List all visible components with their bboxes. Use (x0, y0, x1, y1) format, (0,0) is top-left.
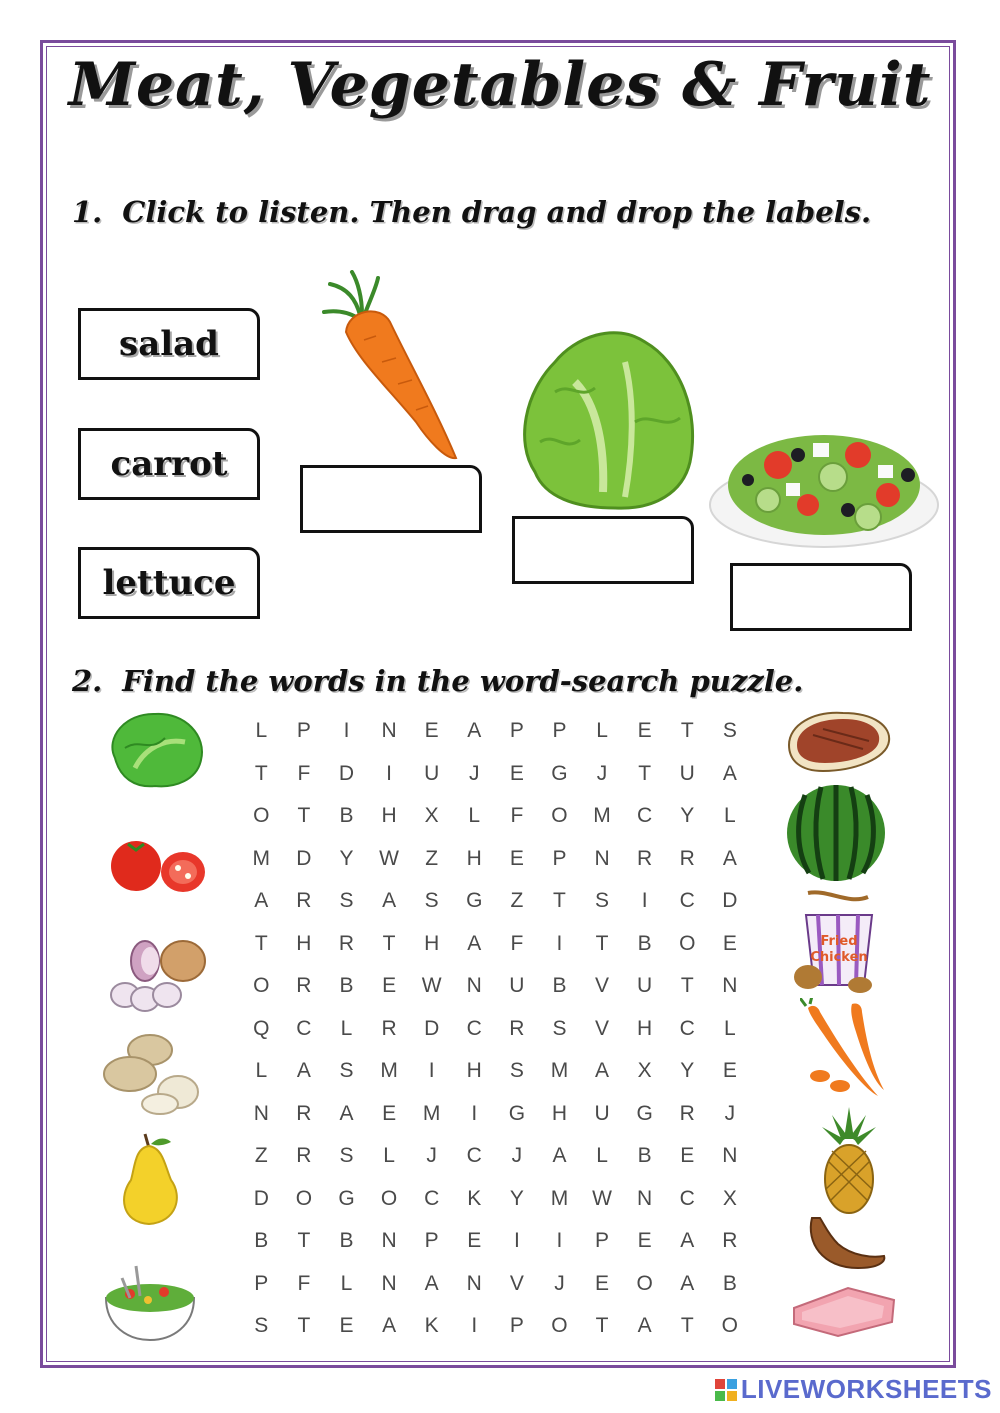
grid-letter[interactable]: S (722, 719, 737, 743)
grid-letter[interactable]: J (724, 1101, 736, 1125)
grid-letter[interactable]: B (552, 974, 567, 998)
grid-row (240, 880, 751, 923)
grid-letter[interactable]: J (554, 1271, 565, 1295)
grid-letter[interactable]: J (426, 1144, 437, 1168)
watermelon-icon (785, 783, 887, 883)
grid-letter[interactable]: M (422, 1101, 441, 1125)
grid-letter[interactable]: P (552, 719, 567, 743)
sausage-icon (802, 1212, 890, 1274)
grid-letter[interactable]: S (509, 1059, 524, 1083)
grid-letter[interactable]: D (296, 846, 312, 870)
grid-row (240, 1178, 751, 1221)
grid-letter[interactable]: Z (425, 846, 439, 870)
grid-letter[interactable]: A (637, 1314, 652, 1338)
grid-letter[interactable]: H (381, 804, 397, 828)
grid-letter[interactable]: L (255, 1059, 268, 1083)
grid-letter[interactable]: T (254, 761, 268, 785)
grid-letter[interactable]: C (296, 1016, 312, 1040)
grid-letter[interactable]: M (380, 1059, 398, 1083)
grid-letter[interactable]: R (296, 1101, 312, 1125)
grid-letter[interactable]: Y (339, 846, 354, 870)
grid-letter[interactable]: U (637, 974, 653, 998)
grid-row (240, 1220, 751, 1263)
grid-letter[interactable]: D (253, 1186, 269, 1210)
grid-letter[interactable]: I (556, 1229, 563, 1253)
drop-box-lettuce[interactable] (512, 516, 694, 584)
grid-letter[interactable]: V (595, 974, 610, 998)
grid-letter[interactable]: Y (680, 804, 695, 828)
grid-letter[interactable]: X (424, 804, 439, 828)
grid-letter[interactable]: H (424, 931, 440, 955)
grid-letter[interactable]: E (722, 931, 737, 955)
grid-letter[interactable]: R (679, 846, 695, 870)
grid-letter[interactable]: U (424, 761, 440, 785)
grid-row (240, 1263, 751, 1306)
grid-row (240, 1008, 751, 1051)
grid-letter[interactable]: O (295, 1186, 313, 1210)
grid-letter[interactable]: T (382, 931, 396, 955)
grid-letter[interactable]: L (723, 1016, 736, 1040)
grid-letter[interactable]: E (509, 761, 524, 785)
grid-letter[interactable]: E (637, 1229, 652, 1253)
grid-row (240, 838, 751, 881)
liveworksheets-watermark (715, 1374, 992, 1405)
onion-icon (105, 935, 210, 1015)
grid-letter[interactable]: M (550, 1186, 569, 1210)
grid-letter[interactable]: R (679, 1101, 695, 1125)
grid-letter[interactable]: F (510, 804, 524, 828)
salad-bowl-icon (100, 1258, 200, 1343)
grid-letter[interactable]: N (466, 1271, 482, 1295)
grid-letter[interactable]: C (424, 1186, 440, 1210)
grid-letter[interactable]: W (379, 846, 399, 870)
lettuce-icon (105, 708, 210, 790)
grid-letter[interactable]: L (468, 804, 481, 828)
grid-letter[interactable]: N (466, 974, 482, 998)
grid-letter[interactable]: G (338, 1186, 355, 1210)
grid-letter[interactable]: M (252, 846, 271, 870)
grid-row (240, 1050, 751, 1093)
grid-letter[interactable]: W (592, 1186, 612, 1210)
grid-letter[interactable]: C (679, 889, 695, 913)
grid-letter[interactable]: R (509, 1016, 525, 1040)
grid-row (240, 1135, 751, 1178)
grid-letter[interactable]: I (386, 761, 392, 785)
grid-letter[interactable]: I (513, 1229, 520, 1253)
grid-letter[interactable]: T (553, 889, 566, 913)
grid-letter[interactable]: W (421, 974, 442, 998)
grid-letter[interactable]: E (424, 719, 439, 743)
grid-letter[interactable]: T (297, 1229, 311, 1253)
grid-letter[interactable]: T (254, 931, 268, 955)
watermark-text: LIVEWORKSHEETS (740, 1374, 992, 1404)
grid-letter[interactable]: A (722, 761, 737, 785)
grid-letter[interactable]: N (381, 1271, 397, 1295)
grid-letter[interactable]: A (467, 931, 482, 955)
grid-letter[interactable]: A (339, 1101, 354, 1125)
pear-icon (115, 1130, 187, 1228)
grid-letter[interactable]: Q (253, 1016, 270, 1040)
grid-letter[interactable]: E (509, 846, 524, 870)
grid-row (240, 1305, 751, 1348)
grid-letter[interactable]: C (466, 1016, 482, 1040)
grid-letter[interactable]: L (596, 719, 608, 743)
grid-letter[interactable]: P (595, 1229, 610, 1253)
grid-letter[interactable]: T (297, 804, 311, 828)
grid-letter[interactable]: J (469, 761, 480, 785)
grid-letter[interactable]: R (296, 1144, 312, 1168)
grid-letter[interactable]: U (594, 1101, 610, 1125)
grid-letter[interactable]: T (680, 719, 694, 743)
grid-letter[interactable]: G (636, 1101, 653, 1125)
grid-letter[interactable]: C (679, 1186, 695, 1210)
salad-picture[interactable] (708, 405, 940, 555)
grid-letter[interactable]: H (637, 1016, 653, 1040)
grid-letter[interactable]: E (637, 719, 652, 743)
grid-letter[interactable]: A (382, 889, 397, 913)
grid-letter[interactable]: P (552, 846, 567, 870)
grid-letter[interactable]: A (467, 719, 482, 743)
grid-letter[interactable]: I (471, 1101, 478, 1125)
grid-letter[interactable]: L (255, 719, 268, 743)
grid-letter[interactable]: R (296, 889, 312, 913)
grid-letter[interactable]: E (722, 1059, 737, 1083)
fried-chicken-text: Fried Chicken (810, 934, 868, 965)
grid-letter[interactable]: F (297, 1271, 311, 1295)
grid-letter[interactable]: K (424, 1314, 439, 1338)
grid-letter[interactable]: S (595, 889, 610, 913)
grid-letter[interactable]: Y (509, 1186, 524, 1210)
grid-letter[interactable]: L (340, 1271, 353, 1295)
grid-letter[interactable]: S (552, 1016, 567, 1040)
grid-letter[interactable]: F (297, 761, 311, 785)
grid-letter[interactable]: O (551, 1314, 568, 1338)
grid-letter[interactable]: B (254, 1229, 269, 1253)
instruction-2-number: 2. (72, 664, 103, 698)
grid-letter[interactable]: M (593, 804, 611, 828)
grid-letter[interactable]: R (722, 1229, 738, 1253)
grid-letter[interactable]: E (595, 1271, 610, 1295)
grid-letter[interactable]: I (471, 1314, 478, 1338)
grid-letter[interactable]: E (382, 1101, 397, 1125)
label-salad[interactable]: salad (78, 308, 260, 380)
grid-letter[interactable]: R (637, 846, 653, 870)
grid-letter[interactable]: D (424, 1016, 440, 1040)
lettuce-picture[interactable] (515, 322, 700, 512)
grid-letter[interactable]: S (339, 889, 354, 913)
fried-chicken-icon (788, 885, 883, 997)
carrot-icon (800, 998, 890, 1103)
grid-letter[interactable]: A (680, 1271, 695, 1295)
grid-letter[interactable]: R (338, 931, 355, 955)
grid-letter[interactable]: L (383, 1144, 395, 1168)
grid-letter[interactable]: S (339, 1059, 354, 1083)
grid-letter[interactable]: U (509, 974, 525, 998)
grid-letter[interactable]: N (594, 846, 610, 870)
grid-letter[interactable]: P (296, 719, 311, 743)
grid-row (240, 965, 751, 1008)
grid-letter[interactable]: U (679, 761, 695, 785)
grid-letter[interactable]: B (339, 1229, 354, 1253)
grid-letter[interactable]: N (253, 1101, 269, 1125)
grid-letter[interactable]: O (253, 804, 270, 828)
grid-letter[interactable]: O (253, 974, 270, 998)
grid-letter[interactable]: C (466, 1144, 482, 1168)
label-lettuce[interactable]: lettuce (78, 547, 260, 619)
grid-row (240, 710, 751, 753)
grid-letter[interactable]: I (343, 719, 350, 743)
ham-icon (788, 1278, 900, 1340)
grid-letter[interactable]: N (722, 974, 738, 998)
grid-letter[interactable]: G (551, 761, 568, 785)
grid-letter[interactable]: T (595, 1314, 609, 1338)
grid-letter[interactable]: E (680, 1144, 695, 1168)
grid-letter[interactable]: D (722, 889, 738, 913)
grid-letter[interactable]: I (641, 889, 648, 913)
grid-letter[interactable]: O (721, 1314, 738, 1338)
grid-letter[interactable]: L (723, 804, 736, 828)
grid-letter[interactable]: P (254, 1271, 269, 1295)
grid-letter[interactable]: D (338, 761, 355, 785)
grid-letter[interactable]: G (466, 889, 483, 913)
steak-icon (783, 705, 895, 777)
grid-letter[interactable]: S (424, 889, 439, 913)
instruction-1 (72, 195, 871, 229)
grid-letter[interactable]: P (424, 1229, 439, 1253)
pineapple-icon (818, 1105, 880, 1215)
liveworksheets-logo-icon (715, 1379, 737, 1401)
drop-box-salad[interactable] (730, 563, 912, 631)
grid-letter[interactable]: T (638, 761, 652, 785)
instruction-1-number: 1. (72, 195, 103, 229)
grid-letter[interactable]: X (722, 1186, 737, 1210)
grid-letter[interactable]: A (552, 1144, 567, 1168)
grid-letter[interactable]: H (466, 846, 482, 870)
grid-letter[interactable]: B (637, 931, 652, 955)
grid-letter[interactable]: M (550, 1059, 569, 1083)
grid-row (240, 795, 751, 838)
grid-letter[interactable]: B (339, 974, 354, 998)
grid-letter[interactable]: H (296, 931, 312, 955)
worksheet-title: Meat, Vegetables & Fruit (68, 50, 932, 120)
grid-letter[interactable]: B (339, 804, 354, 828)
grid-row (240, 1093, 751, 1136)
grid-letter[interactable]: O (679, 931, 696, 955)
grid-letter[interactable]: Y (680, 1059, 695, 1083)
grid-letter[interactable]: T (297, 1314, 311, 1338)
grid-letter[interactable]: Z (254, 1144, 268, 1168)
grid-letter[interactable]: C (637, 804, 653, 828)
grid-letter[interactable]: N (381, 1229, 397, 1253)
grid-letter[interactable]: E (339, 1314, 354, 1338)
grid-letter[interactable]: F (510, 931, 524, 955)
grid-letter[interactable]: Z (510, 889, 524, 913)
grid-letter[interactable]: I (556, 931, 563, 955)
drop-box-carrot[interactable] (300, 465, 482, 533)
grid-letter[interactable]: V (595, 1016, 610, 1040)
grid-letter[interactable]: E (382, 974, 397, 998)
grid-letter[interactable]: N (637, 1186, 653, 1210)
grid-letter[interactable]: H (466, 1059, 482, 1083)
grid-letter[interactable]: P (509, 719, 524, 743)
grid-letter[interactable]: T (680, 1314, 694, 1338)
grid-row (240, 923, 751, 966)
grid-letter[interactable]: J (596, 761, 608, 785)
grid-letter[interactable]: T (595, 931, 609, 955)
grid-letter[interactable]: G (508, 1101, 526, 1125)
instruction-2-text: Find the words in the word-search puzzle. (122, 664, 804, 698)
grid-letter[interactable]: T (680, 974, 694, 998)
grid-letter[interactable]: S (339, 1144, 354, 1168)
grid-letter[interactable]: B (722, 1271, 737, 1295)
grid-letter[interactable]: L (340, 1016, 353, 1040)
grid-letter[interactable]: X (637, 1059, 652, 1083)
grid-letter[interactable]: A (595, 1059, 610, 1083)
potato-icon (100, 1032, 205, 1117)
carrot-picture[interactable] (318, 270, 463, 465)
grid-letter[interactable]: A (424, 1271, 439, 1295)
grid-letter[interactable]: E (467, 1229, 482, 1253)
grid-letter[interactable]: L (596, 1144, 608, 1168)
tomato-icon (108, 838, 208, 898)
grid-letter[interactable]: A (680, 1229, 695, 1253)
label-carrot[interactable]: carrot (78, 428, 260, 500)
grid-letter[interactable]: J (511, 1144, 523, 1168)
grid-letter[interactable]: C (679, 1016, 695, 1040)
grid-letter[interactable]: R (381, 1016, 397, 1040)
grid-letter[interactable]: S (254, 1314, 269, 1338)
grid-letter[interactable]: I (428, 1059, 435, 1083)
instruction-1-text: Click to listen. Then drag and drop the labels. (122, 195, 872, 229)
grid-letter[interactable]: O (380, 1186, 398, 1210)
grid-letter[interactable]: N (722, 1144, 738, 1168)
grid-letter[interactable]: A (296, 1059, 311, 1083)
grid-letter[interactable]: K (467, 1186, 482, 1210)
word-search-grid[interactable] (240, 710, 751, 1348)
instruction-2 (72, 664, 803, 698)
grid-row (240, 753, 751, 796)
grid-letter[interactable]: B (637, 1144, 652, 1168)
grid-letter[interactable]: O (551, 804, 568, 828)
grid-letter[interactable]: A (254, 889, 269, 913)
grid-letter[interactable]: N (381, 719, 397, 743)
grid-letter[interactable]: P (509, 1314, 524, 1338)
grid-letter[interactable]: R (296, 974, 312, 998)
grid-letter[interactable]: H (551, 1101, 568, 1125)
grid-letter[interactable]: O (636, 1271, 653, 1295)
grid-letter[interactable]: A (722, 846, 737, 870)
grid-letter[interactable]: V (509, 1271, 524, 1295)
grid-letter[interactable]: A (382, 1314, 397, 1338)
